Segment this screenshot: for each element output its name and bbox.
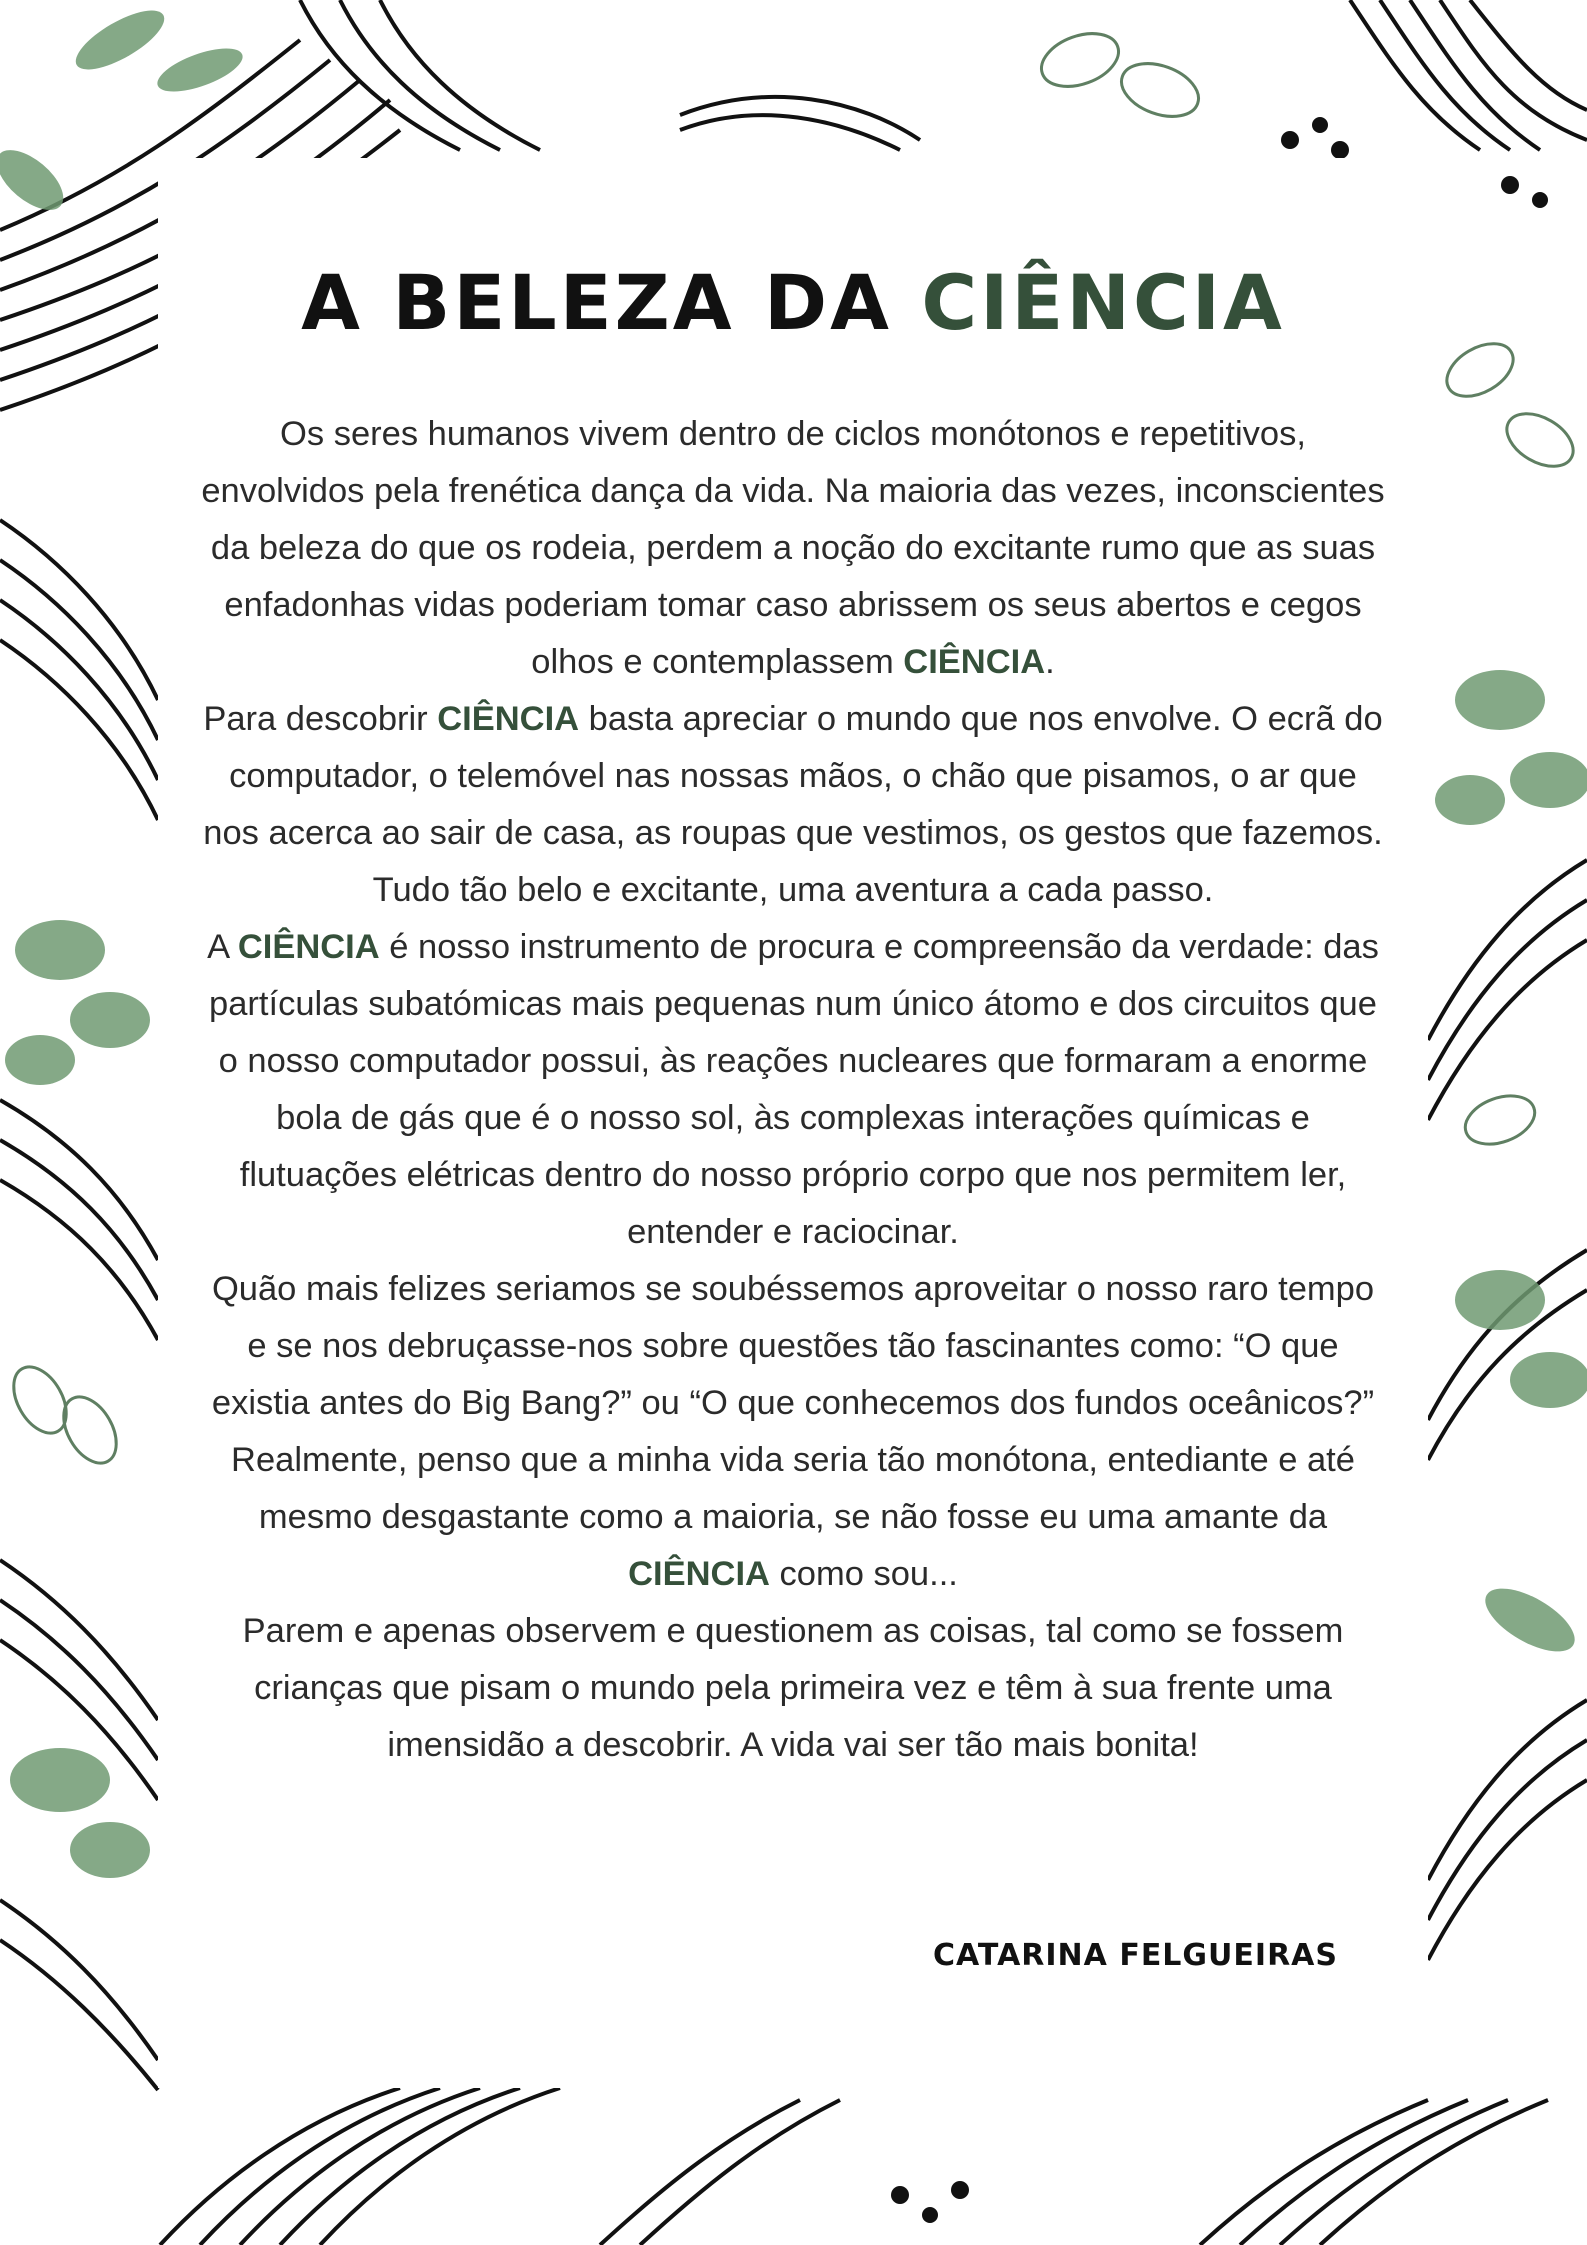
paragraph-2-start: Para descobrir: [203, 700, 438, 738]
paragraph-2-text: basta apreciar o mundo que nos envolve. O ecrã do computador, o telemóvel nas nossas mãos, o chão que pisamos, o ar que nos acerca ao sair de casa, as roupas que vestimos, os gestos que fazemos. Tudo tão belo e excitante, uma aventura a cada passo.: [203, 700, 1383, 909]
title-part-2-ciencia: CIÊNCIA: [921, 258, 1285, 347]
author-signature: CATARINA FELGUEIRAS: [933, 1938, 1338, 1973]
line-art-leaf-right: [1428, 860, 1587, 1960]
line-art-leaf-top: [680, 0, 1587, 150]
paragraph-5: [198, 1432, 1388, 1603]
paragraph-5-end: como sou...: [769, 1555, 958, 1593]
paragraph-5-text: Realmente, penso que a minha vida seria tão monótona, entediante e até mesmo desgastante como a maioria, se não fosse eu uma amante da: [231, 1441, 1355, 1536]
ciencia-highlight: CIÊNCIA: [437, 700, 580, 738]
page-title: [158, 248, 1428, 358]
paragraph-2: [198, 691, 1388, 919]
paragraph-3-start: A: [207, 928, 238, 966]
ciencia-highlight: CIÊNCIA: [903, 643, 1046, 681]
paragraph-1: [198, 406, 1388, 691]
ciencia-highlight: CIÊNCIA: [628, 1555, 770, 1593]
paragraph-6: Parem e apenas observem e questionem as coisas, tal como se fossem crianças que pisam o mundo pela primeira vez e têm à sua frente uma imensidão a descobrir. A vida vai ser tão mais bonita!: [242, 1612, 1344, 1764]
paragraph-1-end: .: [1045, 643, 1055, 681]
paragraph-1-text: Os seres humanos vivem dentro de ciclos monótonos e repetitivos, envolvidos pela frenética dança da vida. Na maioria das vezes, inconscientes da beleza do que os rodeia, perdem a noção do excitante rumo que as suas enfadonhas vidas poderiam tomar caso abrissem os seus abertos e cegos olhos e contemplassem: [201, 415, 1385, 681]
essay-body: [198, 406, 1388, 1774]
paragraph-4: Quão mais felizes seriamos se soubéssemos aproveitar o nosso raro tempo e se nos debruçasse-nos sobre questões tão fascinantes como: “O que existia antes do Big Bang?” ou “O que conhecemos dos fundos oceânicos?”: [211, 1270, 1375, 1422]
paragraph-3: [198, 919, 1388, 1261]
content-card: [158, 158, 1428, 2088]
paragraph-3-text: é nosso instrumento de procura e compreensão da verdade: das partículas subatómicas mais pequenas num único átomo e dos circuitos que o nosso computador possui, às reações nucleares que formaram a enorme bola de gás que é o nosso sol, às complexas interações químicas e flutuações elétricas dentro do nosso próprio corpo que nos permitem ler, entender e raciocinar.: [209, 928, 1379, 1251]
line-art-leaf-bottom: [160, 2088, 1548, 2245]
title-part-1: A BELEZA DA: [301, 258, 922, 347]
ciencia-highlight: CIÊNCIA: [237, 928, 380, 966]
